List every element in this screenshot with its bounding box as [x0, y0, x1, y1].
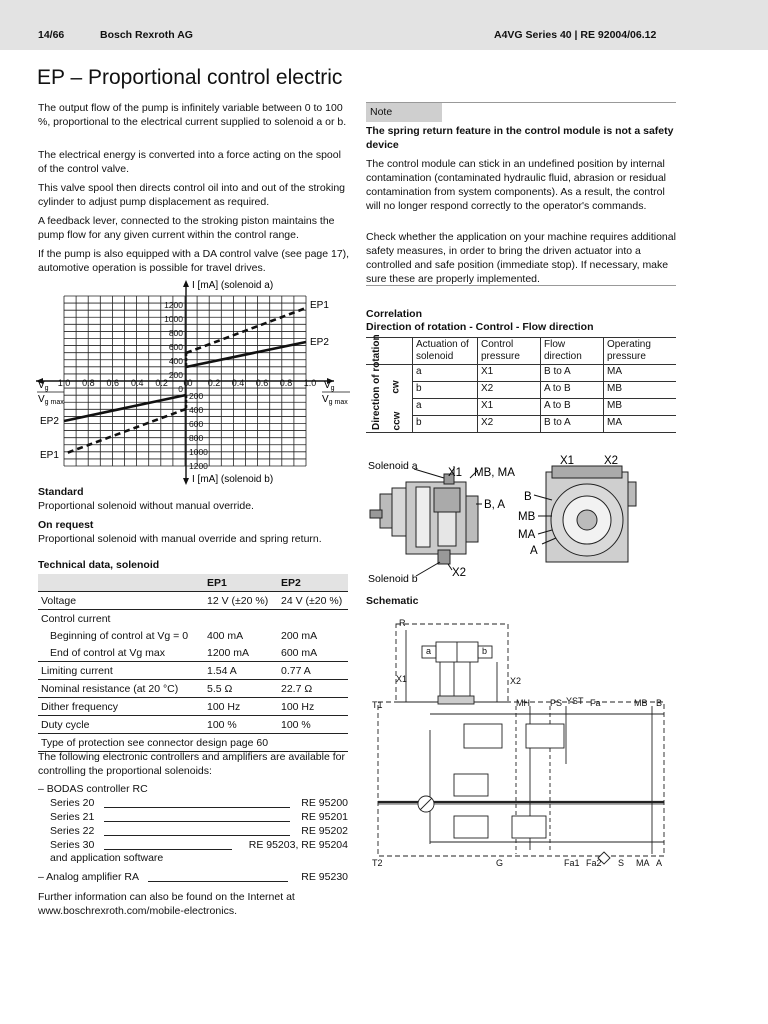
- x-tick-label: 0.2: [155, 378, 168, 388]
- a-label: A: [530, 545, 538, 557]
- page-title: EP – Proportional control electric: [37, 66, 343, 89]
- mb-label: MB: [518, 511, 536, 523]
- company-name: Bosch Rexroth AG: [100, 29, 193, 41]
- y-tick-label: 200: [168, 370, 183, 380]
- y-tick-label: 0: [178, 384, 183, 394]
- port-label: G: [496, 858, 504, 868]
- y-tick-label: 400: [189, 405, 204, 415]
- port-label: R: [399, 618, 406, 628]
- table-row: b X2 B to A MA: [366, 416, 676, 433]
- ep2-label-left: EP2: [40, 416, 59, 427]
- port-label: Fa: [590, 698, 601, 708]
- table-row: b X2 A to B MB: [366, 382, 676, 399]
- ep1-label: EP1: [310, 300, 329, 311]
- port-label: T1: [372, 700, 383, 710]
- x-tick-label: 0.4: [130, 378, 144, 388]
- solenoid-b-label: Solenoid b: [368, 573, 418, 585]
- x-tick-label: 0.4: [231, 378, 245, 388]
- port-label: S: [618, 858, 625, 868]
- x1-label: X1: [448, 467, 463, 479]
- y-tick-label: 800: [168, 328, 183, 338]
- x-tick-label: 0.6: [255, 378, 269, 388]
- y-tick-label: 600: [168, 342, 183, 352]
- col-ep2: EP2: [278, 574, 348, 592]
- ma-label: MA: [518, 529, 536, 541]
- list-item: Series 30 RE 95203, RE 95204: [50, 839, 348, 851]
- rotation-direction-label: Direction of rotation: [371, 334, 382, 430]
- vg-label-right: $V_g$: [324, 380, 335, 392]
- list-item: – Analog amplifier RA RE 95230: [38, 871, 348, 883]
- y-tick-label: 600: [189, 419, 204, 429]
- further-info: Further information can also be found on the Internet at www.boschrexroth.com/mobile-electronics.: [38, 891, 295, 917]
- intro-paragraph: The electrical energy is converted into a force acting on the spool of the control valve.: [38, 149, 341, 175]
- ep1-label-left: EP1: [40, 450, 59, 461]
- list-item: Series 21 RE 95201: [50, 811, 348, 823]
- page-header: [0, 0, 768, 50]
- ep2-lower-line: [64, 395, 186, 421]
- b-label: B: [524, 491, 532, 503]
- note-label: Note: [366, 103, 442, 122]
- port-label: MH: [516, 698, 530, 708]
- x1-end-label: X1: [560, 455, 575, 467]
- table-row: Nominal resistance (at 20 °C) 5.5 Ω 22.7 Ω: [38, 680, 348, 698]
- port-label: YST: [566, 696, 584, 706]
- note-heading: The spring return feature in the control module is not a safety device: [366, 125, 674, 151]
- vg-label-left: $V_g$: [38, 380, 49, 392]
- mb-ma-label: MB, MA: [474, 467, 515, 479]
- correlation-table: Actuation of solenoid Control pressure Flow direction Operating pressure Direction of rotation cw ccw a X1 B to A MA b X2 A to B MB a X1 A to B MB b X2 B to A MA: [366, 337, 676, 433]
- table-row: Direction of rotation cw ccw a X1 B to A MA: [366, 365, 676, 382]
- table-row: Beginning of control at Vg = 0 400 mA 200 mA: [50, 629, 318, 642]
- x-tick-label: 1.0: [57, 378, 71, 388]
- axis-bottom-label: I [mA] (solenoid b): [192, 474, 274, 485]
- schematic-title: Schematic: [366, 595, 419, 607]
- table-row: Limiting current 1.54 A 0.77 A: [38, 662, 348, 680]
- on-request-heading: On request: [38, 519, 94, 531]
- ep1-lower-line: [64, 409, 186, 454]
- tech-heading: Technical data, solenoid: [38, 559, 160, 571]
- intro-paragraph: This valve spool then directs control oil into and out of the stroking cylinder to adjust pump displacement as required.: [38, 182, 346, 208]
- correlation-title: Correlation: [366, 308, 423, 320]
- correlation-subtitle: Direction of rotation - Control - Flow direction: [366, 321, 594, 333]
- list-item: Series 22 RE 95202: [50, 825, 348, 837]
- x-tick-label: 1.0: [303, 378, 317, 388]
- hydraulic-schematic: [366, 614, 676, 876]
- x-tick-label: 0.8: [279, 378, 293, 388]
- bodas-heading: – BODAS controller RC: [38, 783, 148, 795]
- y-tick-label: 1000: [164, 314, 183, 324]
- x-tick-label: 0.8: [82, 378, 95, 388]
- table-row: Duty cycle 100 % 100 %: [38, 716, 348, 734]
- y-tick-label: 800: [189, 433, 204, 443]
- page-number: 14/66: [38, 29, 65, 41]
- solenoid-a-label: Solenoid a: [368, 460, 418, 472]
- table-row: Voltage 12 V (±20 %) 24 V (±20 %): [38, 592, 348, 610]
- intro-paragraph: A feedback lever, connected to the stroking piston maintains the pump flow for any given current within the control range.: [38, 215, 335, 241]
- port-label: a: [426, 646, 432, 656]
- document-reference: A4VG Series 40 | RE 92004/06.12: [494, 29, 657, 41]
- note-paragraph: Check whether the application on your machine requires additional safety measures, in order to bring the driven actuator into a controlled and safe position (immediate stop). If necessary, make sure these are properly implemented.: [366, 231, 676, 285]
- port-label: MB: [634, 698, 648, 708]
- x-tick-label: 0.2: [207, 378, 221, 388]
- note-paragraph: The control module can stick in an undefined position by internal contamination (contaminated hydraulic fluid, abrasion or residual contamination from system components). As a result, the control will no longer respond correctly to the operator's commands.: [366, 158, 666, 212]
- pump-illustration: [366, 452, 676, 592]
- standard-text: Proportional solenoid without manual override.: [38, 500, 254, 512]
- y-tick-label: 200: [189, 391, 204, 401]
- list-item: Series 20 RE 95200: [50, 797, 348, 809]
- x-tick-label: 0: [187, 378, 193, 388]
- vgmax-label-left: $V_{g max}$: [38, 394, 64, 406]
- ep2-label: EP2: [310, 337, 329, 348]
- y-tick-label: 1200: [189, 461, 208, 471]
- port-label: A: [656, 858, 663, 868]
- port-label: Fa1: [564, 858, 580, 868]
- standard-heading: Standard: [38, 486, 84, 498]
- table-row: End of control at Vg max 1200 mA 600 mA: [38, 644, 348, 662]
- port-label: Fa2: [586, 858, 602, 868]
- port-label: X2: [510, 676, 522, 686]
- b-a-label: B, A: [484, 499, 506, 511]
- table-row: a X1 A to B MB: [366, 399, 676, 416]
- table-row: Control current: [41, 612, 111, 625]
- characteristic-chart: [34, 276, 354, 488]
- port-label: X1: [396, 674, 408, 684]
- app-software: and application software: [50, 852, 164, 864]
- vgmax-label-right: $V_{g max}$: [322, 394, 348, 406]
- intro-paragraph: If the pump is also equipped with a DA control valve (see page 17), automotive operation is possible for travel drives.: [38, 248, 350, 274]
- y-tick-label: 400: [168, 356, 183, 366]
- intro-paragraph: The output flow of the pump is infinitely variable between 0 to 100 %, proportional to the electrical current supplied to solenoid a or b.: [38, 102, 347, 128]
- port-label: b: [482, 646, 488, 656]
- y-tick-label: 1200: [164, 300, 183, 310]
- axis-top-label: I [mA] (solenoid a): [192, 280, 274, 291]
- table-row: Dither frequency 100 Hz 100 Hz: [38, 698, 348, 716]
- port-label: T2: [372, 858, 383, 868]
- col-ep1: EP1: [204, 574, 278, 592]
- port-label: PS: [550, 698, 563, 708]
- tech-data-table: [38, 574, 348, 752]
- port-label: B: [656, 698, 663, 708]
- y-tick-label: 1000: [189, 447, 208, 457]
- x2-label: X2: [452, 567, 467, 579]
- table-row: Type of protection see connector design page 60: [38, 734, 348, 752]
- x2-end-label: X2: [604, 455, 619, 467]
- x-tick-label: 0.6: [106, 378, 120, 388]
- controllers-intro: The following electronic controllers and amplifiers are available for controlling the proportional solenoids:: [38, 751, 345, 777]
- port-label: MA: [636, 858, 650, 868]
- x-tick-label: 0: [183, 378, 189, 388]
- on-request-text: Proportional solenoid with manual override and spring return.: [38, 533, 322, 545]
